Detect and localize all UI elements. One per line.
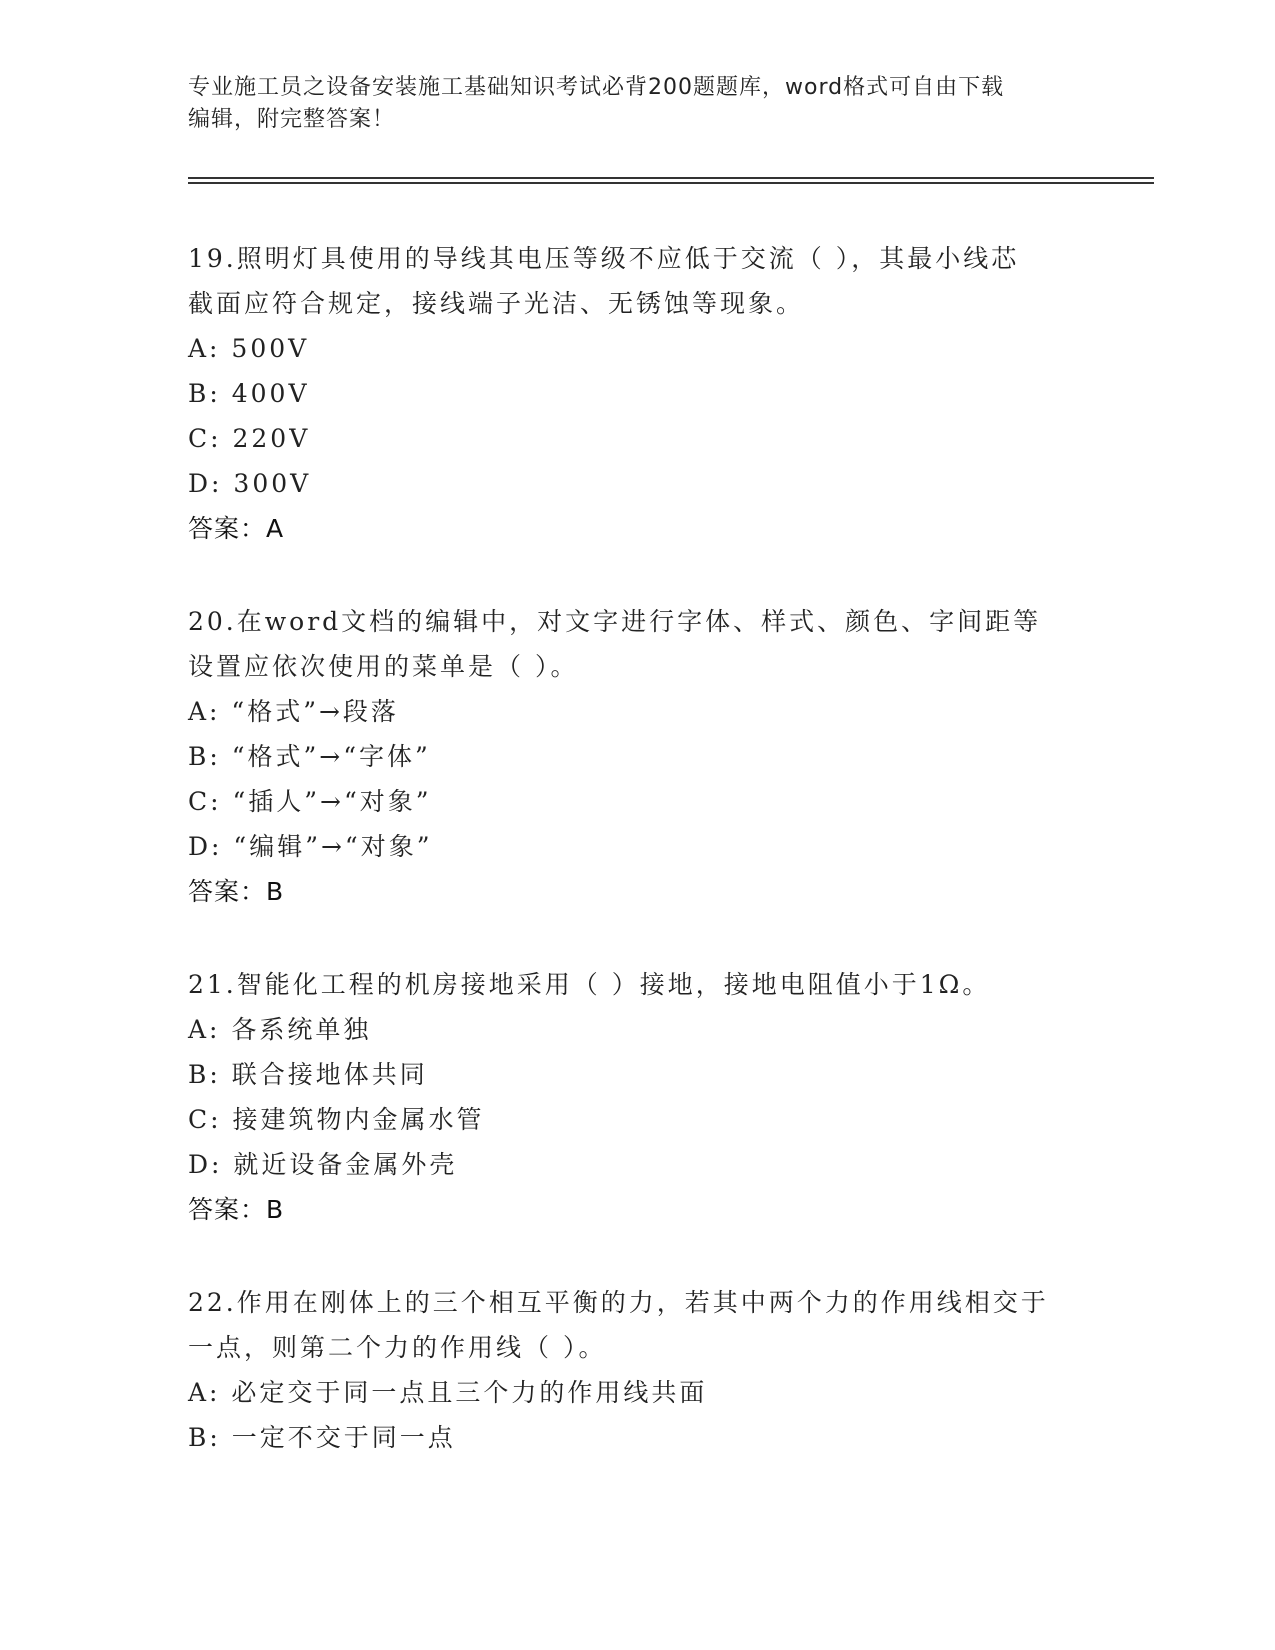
option-a: A: 500V	[188, 334, 310, 363]
option-b: B: 400V	[188, 379, 310, 408]
question-stem: 设置应依次使用的菜单是（ ）。	[188, 652, 579, 681]
question-stem: 21.智能化工程的机房接地采用（ ）接地，接地电阻值小于1Ω。	[188, 970, 991, 999]
option-c: C: 接建筑物内金属水管	[188, 1105, 485, 1134]
option-a: A: 必定交于同一点且三个力的作用线共面	[188, 1378, 708, 1407]
question-stem: 19.照明灯具使用的导线其电压等级不应低于交流（ ），其最小线芯	[188, 244, 1020, 273]
question-21	[188, 962, 1088, 1232]
option-d: D: “编辑”→“对象”	[188, 832, 433, 861]
header-divider-top	[188, 177, 1154, 179]
question-19	[188, 236, 1088, 551]
option-b: B: 一定不交于同一点	[188, 1423, 456, 1452]
option-d: D: 就近设备金属外壳	[188, 1150, 458, 1179]
question-stem: 截面应符合规定，接线端子光洁、无锈蚀等现象。	[188, 289, 805, 318]
option-d: D: 300V	[188, 469, 312, 498]
option-b: B: “格式”→“字体”	[188, 742, 431, 771]
question-20	[188, 599, 1088, 914]
question-22	[188, 1280, 1088, 1460]
question-stem: 一点，则第二个力的作用线（ ）。	[188, 1333, 607, 1362]
option-a: A: “格式”→段落	[188, 697, 399, 726]
answer-label: 答案：B	[188, 877, 285, 906]
answer-label: 答案：A	[188, 514, 285, 543]
header-title-line-2: 编辑，附完整答案！	[188, 107, 396, 132]
question-stem: 20.在word文档的编辑中，对文字进行字体、样式、颜色、字间距等	[188, 607, 1042, 636]
question-stem: 22.作用在刚体上的三个相互平衡的力，若其中两个力的作用线相交于	[188, 1288, 1049, 1317]
document-header	[188, 72, 1088, 136]
option-a: A: 各系统单独	[188, 1015, 372, 1044]
option-c: C: 220V	[188, 424, 311, 453]
question-list	[188, 236, 1088, 1508]
header-divider-bottom	[188, 182, 1154, 184]
option-c: C: “插人”→“对象”	[188, 787, 432, 816]
option-b: B: 联合接地体共同	[188, 1060, 428, 1089]
header-title-line-1: 专业施工员之设备安装施工基础知识考试必背200题题库，word格式可自由下载	[188, 75, 1005, 100]
answer-label: 答案：B	[188, 1195, 285, 1224]
